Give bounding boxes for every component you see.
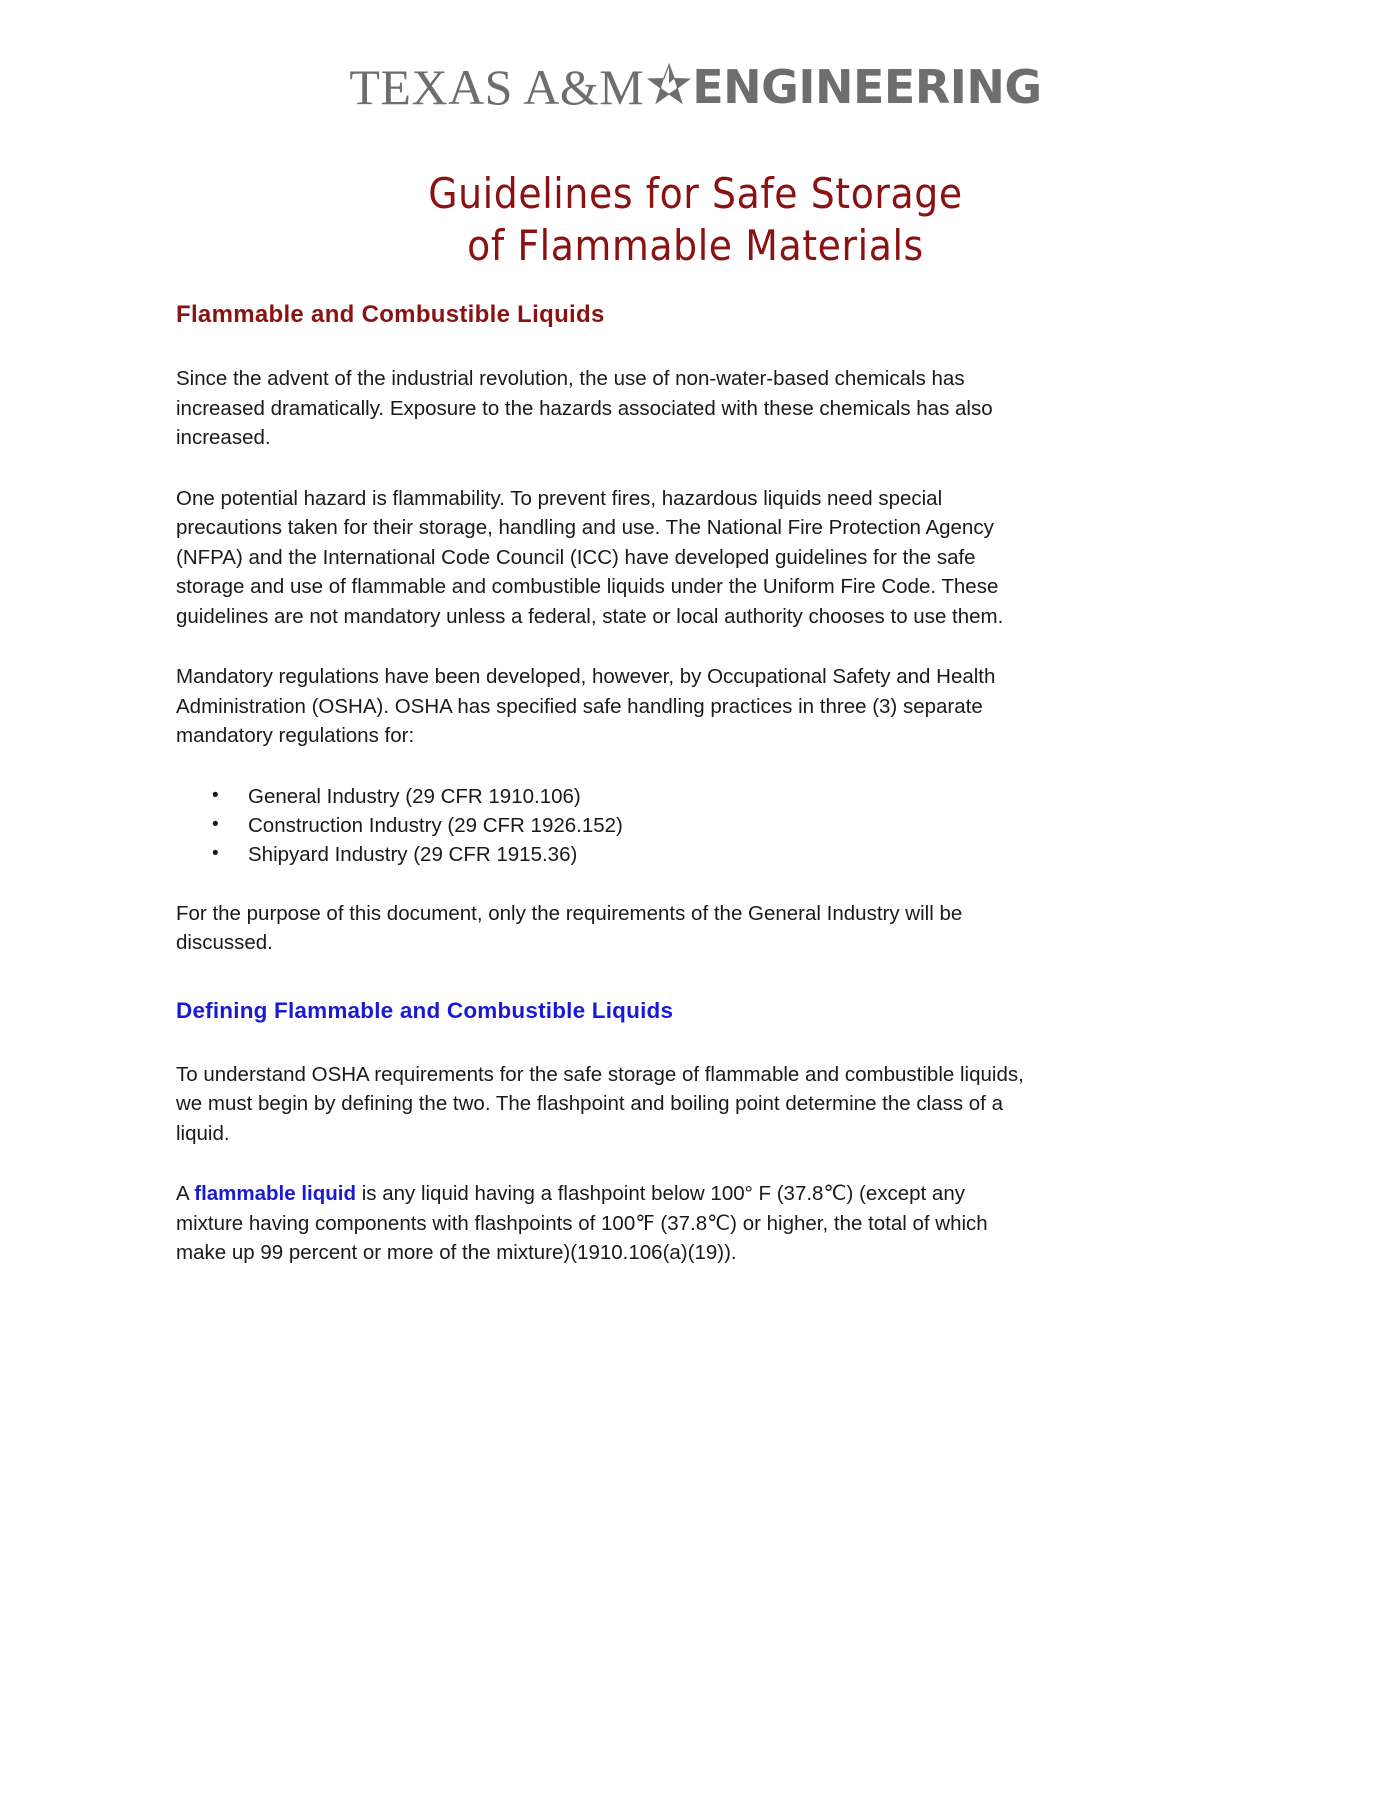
definition-prefix: A (176, 1182, 195, 1205)
logo-wordmark-engineering: ENGINEERING (692, 60, 1042, 114)
document-body (176, 300, 1036, 1268)
definition-term-flammable-liquid: flammable liquid (194, 1182, 356, 1205)
section-heading-defining-flammable-combustible-liquids: Defining Flammable and Combustible Liquids (176, 997, 674, 1023)
definition-rest: is any liquid having a flashpoint below 100° F (37.8℃) (except any mixture having components with flashpoints of 100℉ (37.8℃) or higher, the total of which make up 99 percent or more of the mixture)(1910.106(a)(19)). (176, 1182, 988, 1264)
page-title-line-2: of Flammable Materials (467, 221, 924, 271)
texas-am-engineering-logo (0, 58, 1391, 116)
page-title (0, 168, 1391, 272)
paragraph-flammability-hazard: One potential hazard is flammability. To prevent fires, hazardous liquids need special precautions taken for their storage, handling and use. The National Fire Protection Agency (NFPA) and the International Code Council (ICC) have developed guidelines for the safe storage and use of flammable and combustible liquids under the Uniform Fire Code. These guidelines are not mandatory unless a federal, state or local authority chooses to use them. (176, 486, 1004, 628)
paragraph-understanding-osha: To understand OSHA requirements for the safe storage of flammable and combustible liquids, we must begin by defining the two. The flashpoint and boiling point determine the class of a liquid. (176, 1062, 1024, 1145)
paragraph-mandatory-regulations: Mandatory regulations have been developed, however, by Occupational Safety and Health Administration (OSHA). OSHA has specified safe handling practices in three (3) separate mandatory regulations for: (176, 665, 996, 747)
osha-regulations-list (176, 782, 1036, 869)
paragraph-industrial-revolution: Since the advent of the industrial revolution, the use of non-water-based chemicals has increased dramatically. Exposure to the hazards associated with these chemicals has also increased. (176, 367, 993, 449)
paragraph-document-purpose: For the purpose of this document, only the requirements of the General Industry will be discussed. (176, 901, 963, 954)
page-title-line-1: Guidelines for Safe Storage (428, 169, 963, 219)
list-item: • General Industry (29 CFR 1910.106) (212, 782, 1036, 811)
section-heading-flammable-combustible-liquids: Flammable and Combustible Liquids (176, 301, 605, 328)
logo-wordmark-texas-am: TEXAS A&M (349, 59, 645, 115)
list-item: • Construction Industry (29 CFR 1926.152) (212, 811, 1036, 840)
paragraph-flammable-liquid-definition (176, 1179, 1036, 1268)
list-item: • Shipyard Industry (29 CFR 1915.36) (212, 840, 1036, 869)
star-icon (647, 63, 691, 107)
